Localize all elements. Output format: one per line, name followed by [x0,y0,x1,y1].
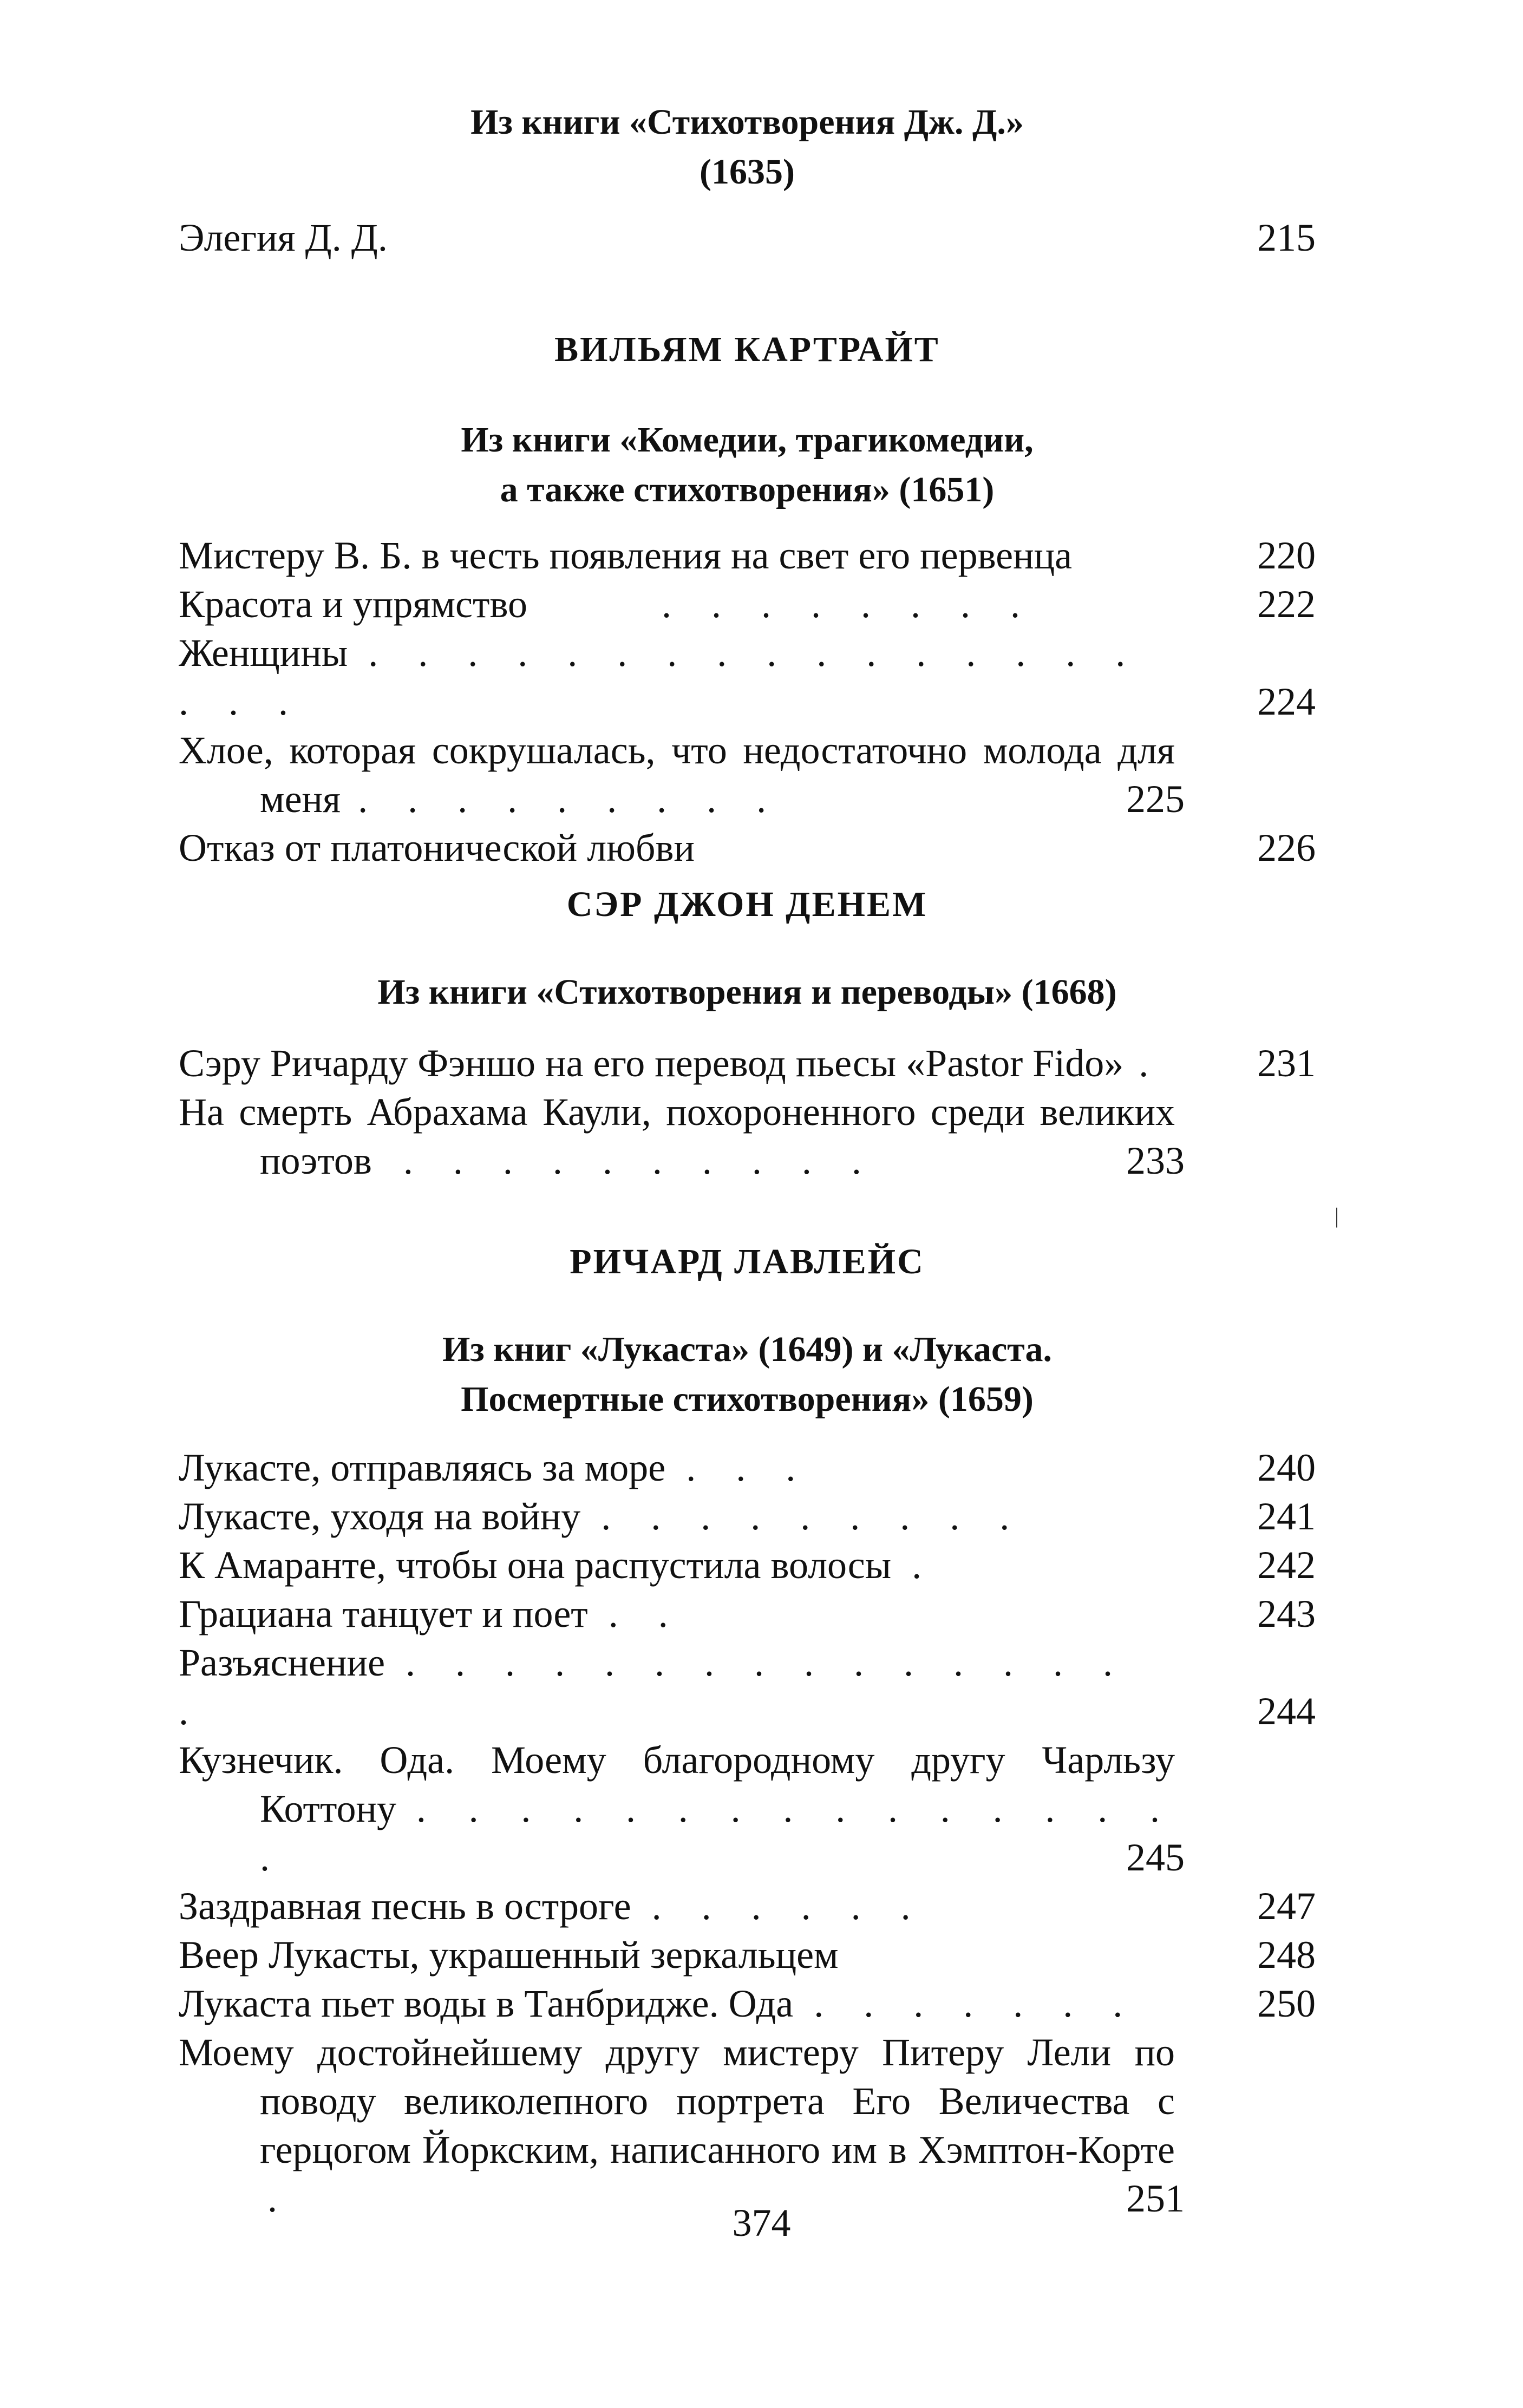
section-cartwright [179,325,1316,872]
page-number: 374 [732,2201,791,2245]
entry-page: 242 [1257,1543,1316,1587]
entry-page: 215 [1257,216,1316,259]
toc-entry[interactable] [179,1736,1316,1882]
toc-entry[interactable] [179,531,1316,580]
toc-entry[interactable] [179,1638,1316,1736]
toc-entry[interactable] [179,1088,1316,1185]
toc-entry[interactable] [179,1882,1316,1931]
entry-page: 241 [1257,1495,1316,1538]
entry-title: Сэру Ричарду Фэншо на его перевод пьесы «Pastor Fido» [179,1042,1124,1085]
dot-leader: . [267,2177,292,2220]
dot-leader: . . . . . . [651,1884,926,1928]
dot-leader: . . . . . . . . . [358,777,782,821]
entry-page: 224 [1257,680,1316,723]
entry-page: 240 [1257,1446,1316,1489]
toc-entry[interactable] [179,1589,1316,1638]
entry-page: 251 [1126,2177,1185,2220]
toc-entry[interactable] [179,580,1316,629]
entry-title: Хлое, которая сокрушалась, что недостаточно молода для меня [179,729,1175,821]
dot-leader: . . . . . . . . [661,583,1035,626]
entry-page: 245 [1126,1836,1185,1879]
dot-leader: . . [608,1592,683,1635]
entry-title: Моему достойнейшему другу мистеру Питеру Лели по поводу великолепного портрета Его Величества с герцогом Йоркским, написанного им в Хэмптон-Корте [179,2031,1175,2171]
toc-entry[interactable] [179,629,1316,726]
entry-page: 226 [1257,826,1316,869]
entry-title: Лукасте, уходя на войну [179,1495,581,1538]
toc-entry[interactable] [179,823,1316,872]
entry-title: К Амаранте, чтобы она распустила волосы [179,1543,892,1587]
entry-title: Женщины [179,631,348,675]
entry-page: 231 [1257,1042,1316,1085]
book-heading-line: Из книги «Комедии, трагикомедии, [461,420,1034,460]
section-lovelace [179,1237,1316,2223]
entry-title: На смерть Абрахама Каули, похороненного среди великих поэтов [179,1090,1175,1182]
book-heading-line: Посмертные стихотворения» (1659) [461,1379,1034,1419]
dot-leader: . [1139,1042,1164,1085]
toc-list [179,531,1316,872]
toc-entry[interactable] [179,1039,1316,1088]
dot-leader: . . . . . . . [814,1982,1138,2025]
book-heading-line: а также стихотворения» (1651) [500,470,995,509]
entry-page: 248 [1257,1933,1316,1977]
entry-page: 247 [1257,1884,1316,1928]
entry-title: Грациана танцует и поет [179,1592,588,1635]
entry-title: Красота и упрямство [179,583,527,626]
entry-title: Лукаста пьет воды в Танбридже. Ода [179,1982,794,2025]
author-name: РИЧАРД ЛАВЛЕЙС [570,1242,925,1281]
dot-leader: . . . . . . . . . . . . . . . . [179,1641,1128,1733]
toc-list [179,1443,1316,2223]
book-heading-line: Из книги «Стихотворения и переводы» (1668) [377,972,1117,1012]
toc-entry[interactable] [179,1492,1316,1541]
entry-title: Разъяснение [179,1641,385,1684]
author-name: ВИЛЬЯМ КАРТРАЙТ [554,330,940,369]
entry-page: 244 [1257,1690,1316,1733]
toc-entry[interactable] [179,1931,1316,1979]
entry-page: 225 [1126,777,1185,821]
section-denham [179,880,1316,1185]
toc-entry[interactable] [179,1541,1316,1589]
author-name: СЭР ДЖОН ДЕНЕМ [566,885,928,924]
book-heading-line: Из книги «Стихотворения Дж. Д.» [470,102,1024,142]
book-heading [179,1325,1316,1424]
toc-entry[interactable] [179,726,1316,823]
toc-entry[interactable] [179,2028,1316,2223]
entry-title: Лукасте, отправляясь за море [179,1446,666,1489]
entry-title: Элегия Д. Д. [179,216,388,259]
entry-page: 243 [1257,1592,1316,1635]
book-heading-line: Из книг «Лукаста» (1649) и «Лукаста. [442,1330,1053,1369]
book-heading-line: (1635) [700,152,795,192]
book-heading [179,97,1316,197]
toc-entry[interactable] [179,1979,1316,2028]
entry-page: 250 [1257,1982,1316,2025]
dot-leader: . [912,1543,937,1587]
entry-title: Заздравная песнь в остроге [179,1884,631,1928]
toc-list [179,1039,1316,1185]
section-dzh-d [179,97,1316,262]
dot-leader: . . . [686,1446,811,1489]
dot-leader: . . . . . . . . . [601,1495,1025,1538]
dot-leader: . . . . . . . . . . . . . . . . [260,1787,1175,1879]
scan-mark: | [1335,1203,1339,1228]
entry-title: Кузнечик. Ода. Моему благородному другу Чарльзу Коттону [179,1738,1175,1830]
entry-page: 220 [1257,534,1316,577]
dot-leader: . . . . . . . . . . . . . . . . . . . [179,631,1141,723]
toc-entry[interactable] [179,1443,1316,1492]
toc-entry[interactable] [179,213,1316,262]
entry-title: Веер Лукасты, украшенный зеркальцем [179,1933,839,1977]
entry-title: Мистеру В. Б. в честь появления на свет его первенца [179,534,1073,577]
book-heading [179,967,1316,1017]
entry-title: Отказ от платонической любви [179,826,695,869]
entry-page: 233 [1126,1139,1185,1182]
dot-leader: . . . . . . . . . . [403,1139,877,1182]
entry-page: 222 [1257,583,1316,626]
book-heading [179,415,1316,515]
